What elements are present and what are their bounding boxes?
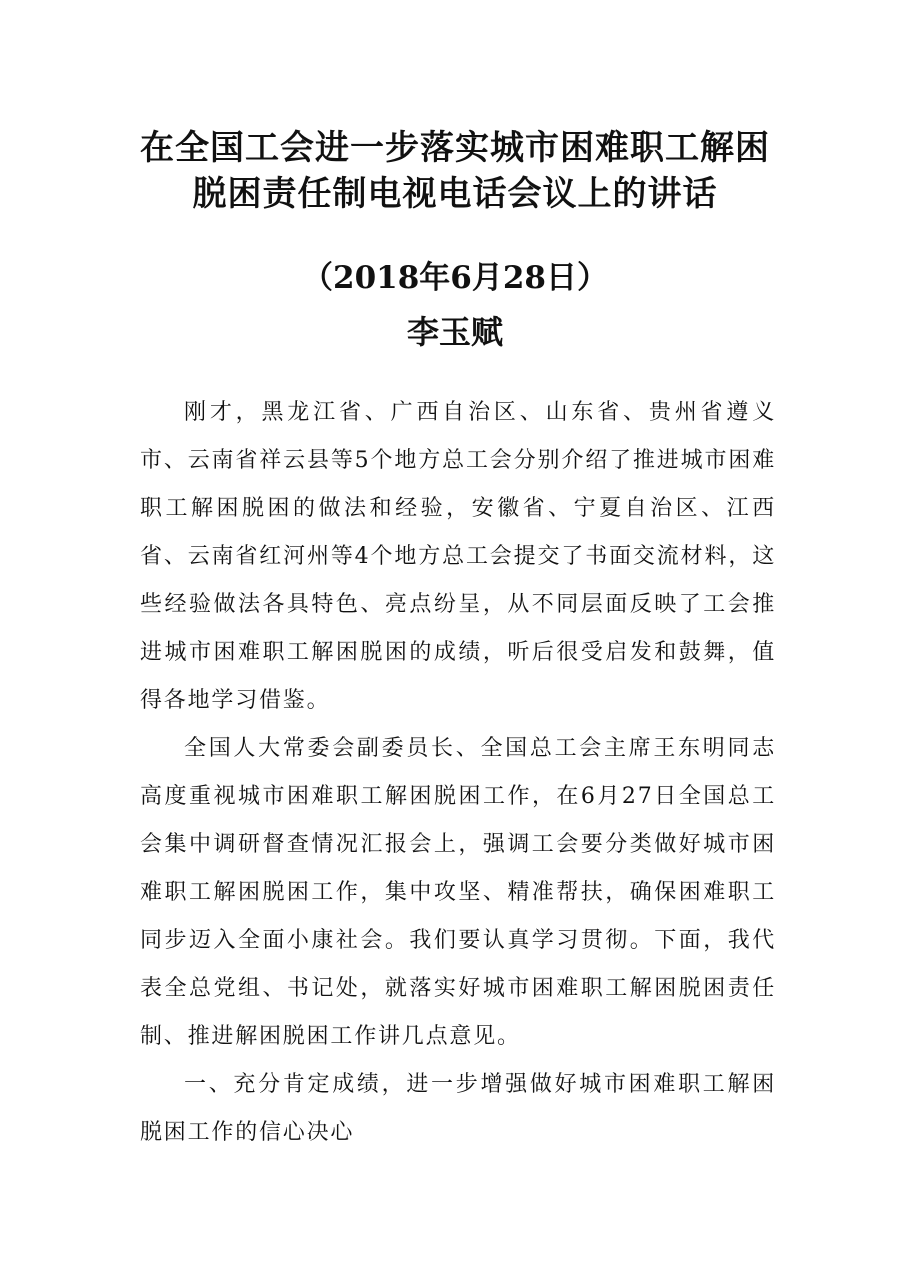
speaker-name: 李玉赋 xyxy=(406,313,503,351)
paragraph-leadership: 全国人大常委会副委员长、全国总工会主席王东明同志高度重视城市困难职工解困脱困工作，在6月27日全国总工会集中调研督查情况汇报会上，强调工会要分类做好城市困难职工解困脱困工作，集中攻坚、精准帮扶，确保困难职工同步迈入全面小康社会。我们要认真学习贯彻。下面，我代表全总党组、书记处，就落实好城市困难职工解困脱困责任制、推进解困脱困工作讲几点意见。 xyxy=(140,736,776,1049)
speech-body xyxy=(140,389,776,1157)
speech-date: （2018年6月28日） xyxy=(302,260,608,296)
paragraph-opening: 刚才，黑龙江省、广西自治区、山东省、贵州省遵义市、云南省祥云县等5个地方总工会分别介绍了推进城市困难职工解困脱困的做法和经验，安徽省、宁夏自治区、江西省、云南省红河州等4个地方总工会提交了书面交流材料，这些经验做法各具特色、亮点纷呈，从不同层面反映了工会推进城市困难职工解困脱困的成绩，听后很受启发和鼓舞，值得各地学习借鉴。 xyxy=(140,400,776,713)
document-title-line-2: 脱困责任制电视电话会议上的讲话 xyxy=(192,174,718,214)
section-heading-one: 一、充分肯定成绩，进一步增强做好城市困难职工解困脱困工作的信心决心 xyxy=(140,1072,776,1145)
document-title-line-1: 在全国工会进一步落实城市困难职工解困 xyxy=(140,128,770,168)
